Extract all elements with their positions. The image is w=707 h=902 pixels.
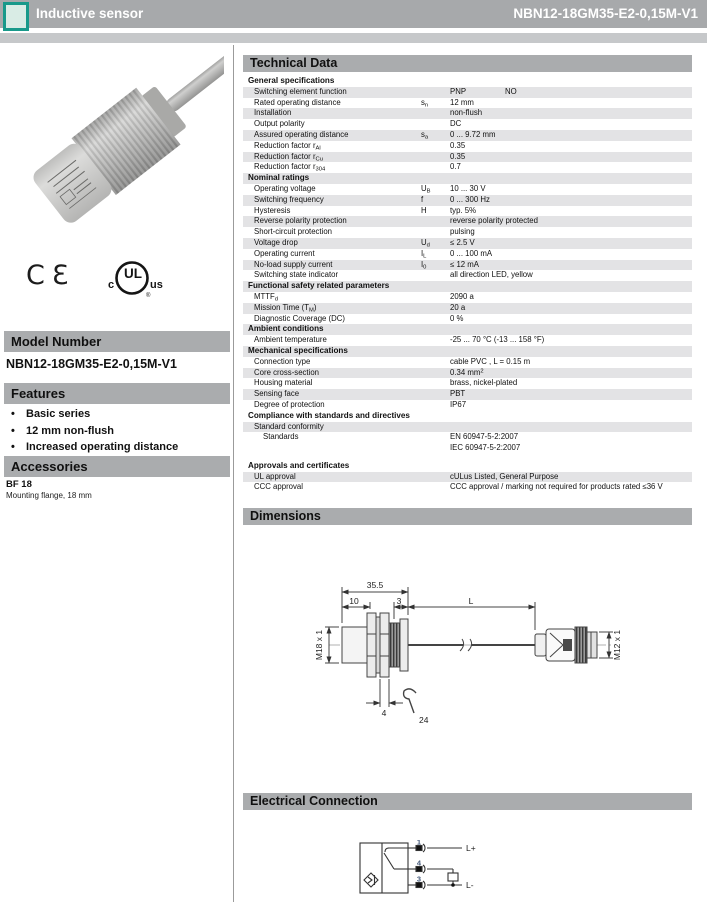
spec-value: 2090 a xyxy=(450,291,474,301)
spec-label: Installation xyxy=(254,108,292,118)
spec-label: Housing material xyxy=(254,378,313,388)
inductive-sensor-symbol xyxy=(364,873,378,887)
spec-row xyxy=(243,368,692,379)
spec-symbol: $U_d$ xyxy=(421,237,430,249)
technical-data-table xyxy=(243,76,692,493)
spec-value: 0.34 $mm^2$ xyxy=(450,367,484,377)
ce-mark-icon: CƐ xyxy=(26,260,76,291)
spec-label: Ambient conditions xyxy=(248,324,324,334)
spec-row xyxy=(243,260,692,271)
spec-symbol: H xyxy=(421,205,427,215)
spec-value: non-flush xyxy=(450,108,483,118)
spec-row xyxy=(243,195,692,206)
spec-label: Hysteresis xyxy=(254,205,291,215)
spec-row xyxy=(243,249,692,260)
features-section-header: Features xyxy=(4,383,230,404)
spec-row xyxy=(243,98,692,109)
spec-value: 0 ... 9.72 mm xyxy=(450,129,496,139)
spec-label: General specifications xyxy=(248,76,335,85)
spec-value: 20 a xyxy=(450,302,466,312)
spec-value: typ. 5% xyxy=(450,205,477,215)
spec-value: cULus Listed, General Purpose xyxy=(450,471,559,481)
product-photo xyxy=(10,50,224,250)
spec-label: Ambient temperature xyxy=(254,335,327,345)
spec-row xyxy=(243,152,692,163)
spec-row xyxy=(243,184,692,195)
spec-symbol: $I_L$ xyxy=(421,248,427,260)
spec-row xyxy=(243,130,692,141)
spec-value: ≤ 12 mA xyxy=(450,259,479,269)
spec-label: Core cross-section xyxy=(254,367,319,377)
dim-gap-label: 3 xyxy=(396,596,402,606)
spec-label: Operating current xyxy=(254,248,315,258)
spec-label: Short-circuit protection xyxy=(254,227,332,237)
dim-thread-connector-label: M12 x 1 xyxy=(612,629,622,661)
ul-registered-symbol: ® xyxy=(146,293,151,299)
spec-value: brass, nickel-plated xyxy=(450,378,518,388)
spec-label: Switching element function xyxy=(254,86,347,96)
column-divider xyxy=(233,45,234,902)
spec-value: 0 % xyxy=(450,313,464,323)
spec-label: Approvals and certificates xyxy=(248,460,350,470)
spec-label: CCC approval xyxy=(254,482,303,492)
accessory-name: BF 18 xyxy=(6,479,32,490)
spec-row xyxy=(243,87,692,98)
spec-row xyxy=(243,270,692,281)
electrical-connection-section-header: Electrical Connection xyxy=(243,793,692,810)
spec-label: No-load supply current xyxy=(254,259,333,269)
features-list xyxy=(6,408,228,458)
spec-section-header xyxy=(243,411,692,422)
spec-row xyxy=(243,389,692,400)
supply-minus-label: L- xyxy=(466,880,474,890)
spec-symbol: $s_a$ xyxy=(421,129,429,141)
spec-row xyxy=(243,108,692,119)
spec-row xyxy=(243,482,692,493)
spec-label: Switching state indicator xyxy=(254,270,339,280)
spec-label: Voltage drop xyxy=(254,237,298,247)
ul-letters-us: us xyxy=(150,279,163,291)
spec-row xyxy=(243,422,692,433)
spec-value: ≤ 2.5 V xyxy=(450,237,475,247)
pin-4-label: 4 xyxy=(416,858,422,868)
spec-label: Compliance with standards and directives xyxy=(248,410,410,420)
spec-row xyxy=(243,292,692,303)
dim-cable-length-label: L xyxy=(468,596,474,606)
spec-value: all direction LED, yellow xyxy=(450,270,533,280)
spec-row xyxy=(243,432,692,454)
spec-value: 0.35 xyxy=(450,140,466,150)
spec-label: Reduction factor $r_{Al}$ xyxy=(254,140,321,152)
spec-row xyxy=(243,303,692,314)
spec-row xyxy=(243,314,692,325)
load-symbol xyxy=(448,873,458,881)
accessory-description: Mounting flange, 18 mm xyxy=(6,491,92,500)
spec-value: CCC approval / marking not required for products rated ≤36 V xyxy=(450,482,663,492)
spec-section-header xyxy=(243,324,692,335)
spec-row xyxy=(243,400,692,411)
wiring-diagram xyxy=(350,840,495,900)
dim-thread-sensor-label: M18 x 1 xyxy=(314,629,324,661)
model-number-section-header: Model Number xyxy=(4,331,230,352)
spec-label: Output polarity xyxy=(254,119,305,129)
spec-spacer xyxy=(243,454,692,461)
spec-value: 0.35 xyxy=(450,151,466,161)
header-substrip xyxy=(0,33,707,43)
ul-mark-icon xyxy=(82,255,182,303)
spec-symbol: $s_n$ xyxy=(421,97,429,109)
spec-value: PNP xyxy=(450,86,467,96)
spec-section-header xyxy=(243,461,692,472)
spec-label: Standards xyxy=(263,432,299,442)
spec-label: Mission Time $(T_M)$ xyxy=(254,302,317,314)
spec-value: 0 ... 100 mA xyxy=(450,248,493,258)
spec-label: Standard conformity xyxy=(254,421,324,431)
spec-label: $MTTF_d$ xyxy=(254,291,279,303)
spec-section-header xyxy=(243,346,692,357)
feature-item: • 12 mm non-flush xyxy=(6,425,228,437)
sensor-body xyxy=(27,50,224,229)
spec-row xyxy=(243,378,692,389)
spec-label: Reduction factor $r_{304}$ xyxy=(254,162,326,173)
spec-label: Diagnostic Coverage (DC) xyxy=(254,313,345,323)
spec-row xyxy=(243,216,692,227)
dim-head-label: 10 xyxy=(349,596,359,606)
pin-3-label: 3 xyxy=(416,874,422,884)
spec-label: Reduction factor $r_{Cu}$ xyxy=(254,151,323,163)
spec-symbol: f xyxy=(421,194,424,204)
pin-1-label: 1 xyxy=(416,840,422,847)
dimensions-section-header: Dimensions xyxy=(243,508,692,525)
brand-square-icon xyxy=(3,2,29,31)
ul-letter-c: c xyxy=(108,279,115,291)
spec-value: 0.7 xyxy=(450,162,461,172)
spec-value: PBT xyxy=(450,389,466,399)
spec-value-secondary: NO xyxy=(505,86,517,96)
header-model-number: NBN12-18GM35-E2-0,15M-V1 xyxy=(513,6,698,21)
spec-label: Nominal ratings xyxy=(248,173,310,183)
spec-value: pulsing xyxy=(450,227,475,237)
dim-overall-label: 35.5 xyxy=(366,580,384,590)
spec-row xyxy=(243,238,692,249)
spec-row xyxy=(243,119,692,130)
ul-letter-u: UL xyxy=(124,266,142,281)
spec-row xyxy=(243,141,692,152)
spec-symbol: $U_B$ xyxy=(421,183,431,195)
feature-item: • Basic series xyxy=(6,408,228,420)
page-header xyxy=(0,0,707,28)
spec-value: 10 ... 30 V xyxy=(450,183,486,193)
spec-value: EN 60947-5-2:2007 IEC 60947-5-2:2007 xyxy=(450,432,521,453)
spec-value: IP67 xyxy=(450,399,467,409)
spec-label: UL approval xyxy=(254,471,296,481)
dim-nut-width-label: 4 xyxy=(381,708,387,718)
spec-value: reverse polarity protected xyxy=(450,216,538,226)
spec-value: 0 ... 300 Hz xyxy=(450,194,490,204)
spec-label: Operating voltage xyxy=(254,183,316,193)
spec-label: Reverse polarity protection xyxy=(254,216,347,226)
dim-wrench-size-label: 24 xyxy=(419,715,429,725)
spec-label: Switching frequency xyxy=(254,194,324,204)
accessories-section-header: Accessories xyxy=(4,456,230,477)
dimension-drawing xyxy=(243,535,690,790)
feature-item: • Increased operating distance xyxy=(6,441,228,453)
spec-value: DC xyxy=(450,119,462,129)
spec-value: -25 ... 70 °C (-13 ... 158 °F) xyxy=(450,335,545,345)
wrench-icon xyxy=(404,689,416,713)
spec-section-header xyxy=(243,281,692,292)
spec-row xyxy=(243,357,692,368)
spec-row xyxy=(243,162,692,173)
spec-value: cable PVC , L = 0.15 m xyxy=(450,356,531,366)
supply-plus-label: L+ xyxy=(466,843,476,853)
spec-row xyxy=(243,206,692,217)
spec-row xyxy=(243,227,692,238)
product-type-title: Inductive sensor xyxy=(36,6,144,21)
spec-symbol: $I_0$ xyxy=(421,259,427,271)
spec-value: 12 mm xyxy=(450,97,474,107)
spec-label: Rated operating distance xyxy=(254,97,341,107)
spec-label: Connection type xyxy=(254,356,311,366)
spec-label: Functional safety related parameters xyxy=(248,281,390,291)
spec-section-header xyxy=(243,76,692,87)
junction-dot xyxy=(451,883,455,887)
spec-row xyxy=(243,472,692,483)
model-number-value: NBN12-18GM35-E2-0,15M-V1 xyxy=(6,357,177,371)
technical-data-section-header: Technical Data xyxy=(243,55,692,72)
spec-label: Degree of protection xyxy=(254,399,325,409)
spec-label: Sensing face xyxy=(254,389,300,399)
spec-label: Mechanical specifications xyxy=(248,345,348,355)
spec-label: Assured operating distance xyxy=(254,129,349,139)
spec-section-header xyxy=(243,173,692,184)
spec-row xyxy=(243,335,692,346)
